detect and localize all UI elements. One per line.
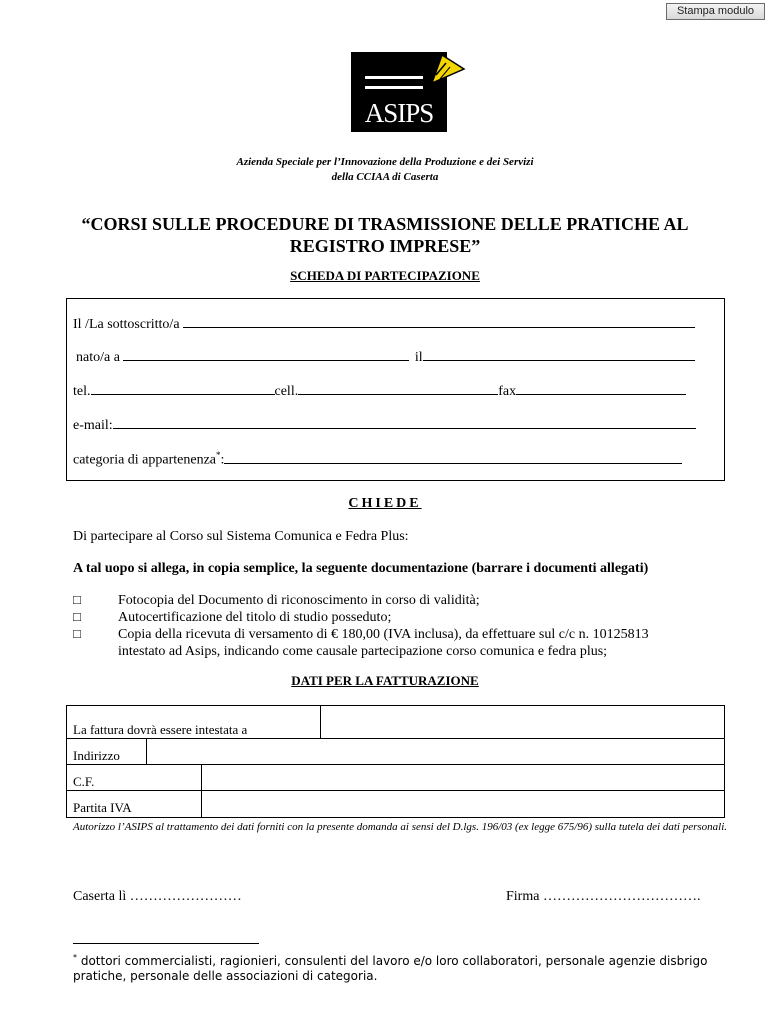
email-label: e-mail: — [73, 418, 113, 433]
checkbox[interactable]: □ — [73, 609, 81, 624]
email-field[interactable] — [113, 416, 696, 429]
cell-field[interactable] — [298, 382, 498, 395]
vat-label: Partita IVA — [73, 800, 132, 815]
birthplace-field[interactable] — [123, 348, 409, 361]
signature-field: Firma ……………………………. — [506, 889, 701, 904]
billing-table — [66, 705, 725, 818]
tax-code-field[interactable] — [203, 766, 722, 789]
address-label: Indirizzo — [73, 748, 120, 763]
attachments-instruction: A tal uopo si allega, in copia semplice, la seguente documentazione (barrare i documenti allegati) — [73, 561, 649, 576]
form-heading: SCHEDA DI PARTECIPAZIONE — [290, 268, 480, 283]
footnote-text: dottori commercialisti, ragionieri, consulenti del lavoro e/o loro collaboratori, personale agenzie disbrigo pratiche, personale delle associazioni di categoria. — [73, 954, 708, 983]
divider — [146, 738, 147, 764]
course-title-line-2: REGISTRO IMPRESE” — [289, 236, 481, 256]
category-colon: : — [220, 452, 225, 468]
document-label: Copia della ricevuta di versamento di € 180,00 (IVA inclusa), da effettuare sul c/c n. 10125813 — [118, 627, 649, 642]
fax-field[interactable] — [516, 382, 686, 395]
logo-stripe — [365, 86, 423, 89]
footnote — [73, 950, 723, 984]
tel-field[interactable] — [91, 382, 275, 395]
tel-label: tel. — [73, 384, 91, 399]
vat-field[interactable] — [203, 792, 722, 817]
document-item — [73, 626, 733, 643]
document-item — [73, 609, 733, 626]
birthdate-label: il — [414, 350, 423, 365]
print-form-button[interactable]: Stampa modulo — [666, 3, 765, 20]
course-title-line-1: “CORSI SULLE PROCEDURE DI TRASMISSIONE DELLE PRATICHE AL — [81, 214, 689, 234]
divider — [67, 738, 724, 739]
agency-line-2: della CCIAA di Caserta — [331, 171, 439, 183]
cell-label: cell. — [274, 384, 299, 399]
divider — [67, 764, 724, 765]
logo-stripe — [365, 76, 423, 79]
contact-row — [73, 382, 686, 400]
privacy-consent-note: Autorizzo l’ASIPS al trattamento dei dati forniti con la presente domanda ai sensi del D.lgs. 196/03 (ex legge 675/96) sulla tutela dei dati personali. — [73, 821, 728, 833]
footnote-separator — [73, 943, 259, 944]
document-label: Autocertificazione del titolo di studio posseduto; — [118, 610, 392, 625]
footnote-marker: * — [73, 953, 77, 962]
birth-row — [76, 348, 695, 366]
email-row — [73, 416, 696, 434]
born-label: nato/a a — [76, 350, 120, 365]
document-continuation: intestato ad Asips, indicando come causale partecipazione corso comunica e fedra plus; — [118, 644, 608, 659]
footnote-ref: * — [216, 450, 221, 460]
document-item — [73, 592, 733, 609]
request-heading: CHIEDE — [348, 496, 422, 511]
agency-line-1: Azienda Speciale per l’Innovazione della Produzione e dei Servizi — [236, 156, 534, 168]
address-field[interactable] — [148, 740, 722, 763]
signer-field[interactable] — [183, 315, 695, 328]
place-date-field: Caserta lì …………………… — [73, 889, 242, 904]
invoice-to-label: La fattura dovrà essere intestata a — [73, 722, 248, 737]
request-text: Di partecipare al Corso sul Sistema Comunica e Fedra Plus: — [73, 529, 409, 544]
checkbox[interactable]: □ — [73, 592, 81, 607]
birthdate-field[interactable] — [423, 348, 695, 361]
tax-code-label: C.F. — [73, 774, 95, 789]
signer-row — [73, 315, 695, 333]
logo-wordmark: ASIPS — [364, 98, 434, 128]
divider — [201, 764, 202, 818]
fax-label: fax — [498, 384, 517, 399]
logo-flag-icon — [428, 53, 466, 87]
checkbox[interactable]: □ — [73, 626, 81, 641]
category-label: categoria di appartenenza — [73, 452, 217, 468]
divider — [67, 790, 724, 791]
document-label: Fotocopia del Documento di riconoscimento in corso di validità; — [118, 593, 480, 608]
billing-heading: DATI PER LA FATTURAZIONE — [291, 673, 479, 688]
category-row — [73, 450, 682, 469]
signer-label: Il /La sottoscritto/a — [73, 317, 180, 332]
divider — [320, 706, 321, 738]
invoice-to-field[interactable] — [322, 707, 722, 737]
documents-list — [73, 592, 733, 660]
category-field[interactable] — [224, 451, 682, 464]
